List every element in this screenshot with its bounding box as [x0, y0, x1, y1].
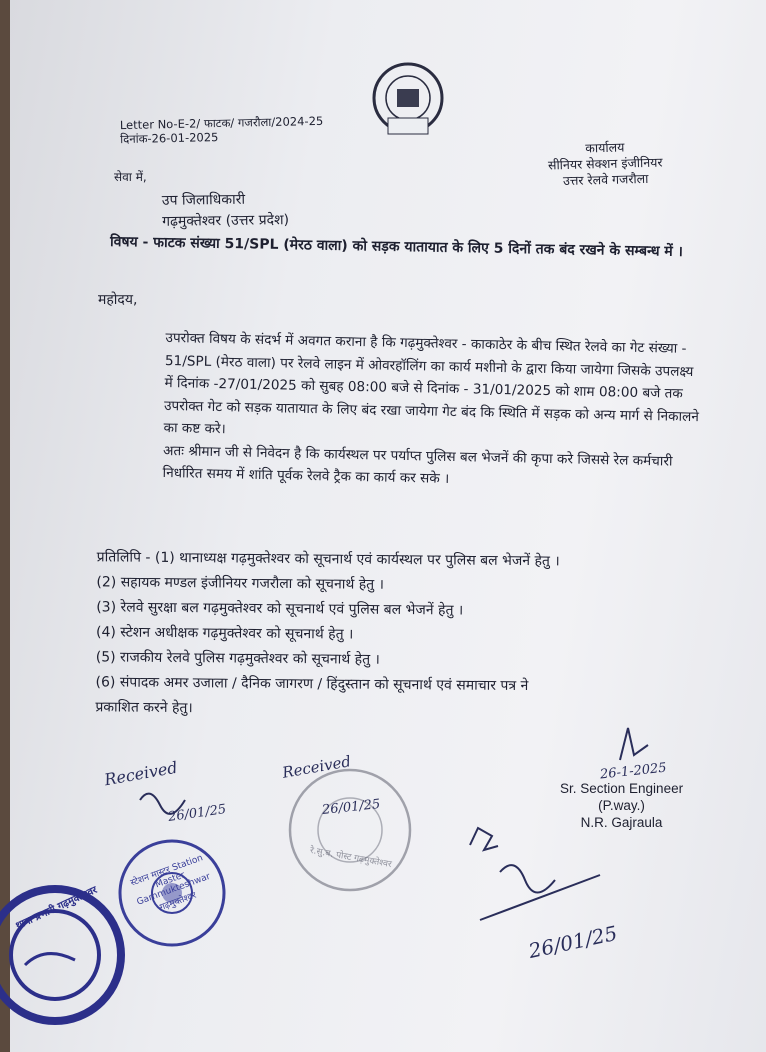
station-master-stamp-text: स्टेशन मास्टर Station Master Garhmukteshwar गढ़मुक्तेश्वर: [129, 853, 212, 914]
signatory-dept: (P.way.): [598, 798, 645, 813]
received-date-2: 26/01/25: [321, 796, 382, 819]
signatory-location: N.R. Gajraula: [580, 815, 663, 830]
salutation-to: सेवा में,: [114, 170, 147, 184]
office-line-3: उत्तर रेलवे गजरौला: [562, 170, 649, 189]
office-line-2: सीनियर सेक्शन इंजीनियर: [547, 154, 663, 173]
signatory-block: [560, 780, 683, 831]
signatory-date: 26-1-2025: [599, 760, 668, 783]
officer-signature-icon: [620, 728, 648, 760]
body-paragraph-1: उपरोक्त विषय के संदर्भ में अवगत कराना है कि गढ़मुक्तेश्वर - काकाठेर के बीच स्थित रेलवे का गेट संख्या - 51/SPL (मेरठ वाला) पर रेलवे लाइन में ओवरहॉलिंग का कार्य मशीनो के द्वारा किया जायेगा जिसके उपलक्ष्य में दिनांक -27/01/2025 को सुबह 08:00 बजे से दिनांक - 31/01/2025 को शाम 08:00 बजे तक उपरोक्त गेट को सड़क यातायात के लिए बंद रखा जायेगा गेट बंद कि स्थिति में सड़क को अन्य मार्ग से निकालने का कष्ट करे।: [163, 329, 700, 438]
received-date-3: 26/01/25: [526, 920, 620, 964]
received-date-1: 26/01/25: [167, 802, 228, 825]
office-line-1: कार्यालय: [585, 139, 625, 156]
receiver-signature-icon: [470, 828, 600, 920]
rpf-stamp-text: रे.सु.ब. पोस्ट गढ़मुक्तेश्वर: [309, 845, 393, 871]
letter-number: Letter No-E-2/ फाटक/ गजरौला/2024-25: [119, 113, 324, 133]
recipient-block: [162, 189, 289, 233]
copy-item-5: (5) राजकीय रेलवे पुलिस गढ़मुक्तेश्वर को सूचनार्थ हेतु ।: [95, 649, 380, 668]
office-address: [547, 139, 663, 190]
copy-item-6-cont: प्रकाशित करने हेतु।: [95, 699, 193, 717]
letter-body: [102, 326, 705, 496]
left-seal-text: थाना प्रभारी गढ़मुक्तेश्वर: [14, 884, 99, 932]
subject-line: विषय - फाटक संख्या 51/SPL (मेरठ वाला) को सड़क यातायात के लिए 5 दिनों तक बंद रखने के सम्बन्ध में ।: [109, 233, 684, 260]
body-paragraph-2: अतः श्रीमान जी से निवेदन है कि कार्यस्थल पर पर्याप्त पुलिस बल भेजनें की कृपा करे जिससे रेल कर्मचारी निर्धारित समय में शांति पूर्वक रेलवे ट्रैक का कार्य कर सके ।: [162, 442, 673, 487]
northern-railway-logo-icon: [374, 64, 442, 134]
rpf-stamp-icon: [290, 770, 410, 890]
signatory-designation: Sr. Section Engineer: [560, 781, 684, 796]
received-note-1: Received: [102, 757, 179, 790]
letter-reference: [120, 114, 324, 146]
recipient-place: गढ़मुक्तेश्वर (उत्तर प्रदेश): [162, 212, 290, 230]
copy-item-3: (3) रेलवे सुरक्षा बल गढ़मुक्तेश्वर को सूचनार्थ एवं पुलिस बल भेजनें हेतु ।: [96, 599, 464, 619]
copy-item-4: (4) स्टेशन अधीक्षक गढ़मुक्तेश्वर को सूचनार्थ हेतु ।: [95, 624, 354, 643]
letter-date: दिनांक-26-01-2025: [120, 130, 219, 147]
recipient-designation: उप जिलाधिकारी: [161, 191, 246, 209]
greeting: महोदय,: [98, 292, 138, 308]
copy-item-2: (2) सहायक मण्डल इंजीनियर गजरौला को सूचनार्थ हेतु ।: [96, 574, 385, 593]
copy-item-1: प्रतिलिपि - (1) थानाध्यक्ष गढ़मुक्तेश्वर को सूचनार्थ एवं कार्यस्थल पर पुलिस बल भेजनें हेतु ।: [96, 549, 560, 570]
copies-list: [95, 545, 707, 725]
copy-item-6: (6) संपादक अमर उजाला / दैनिक जागरण / हिंदुस्तान को सूचनार्थ एवं समाचार पत्र ने: [95, 674, 529, 695]
received-note-2: Received: [280, 752, 353, 782]
